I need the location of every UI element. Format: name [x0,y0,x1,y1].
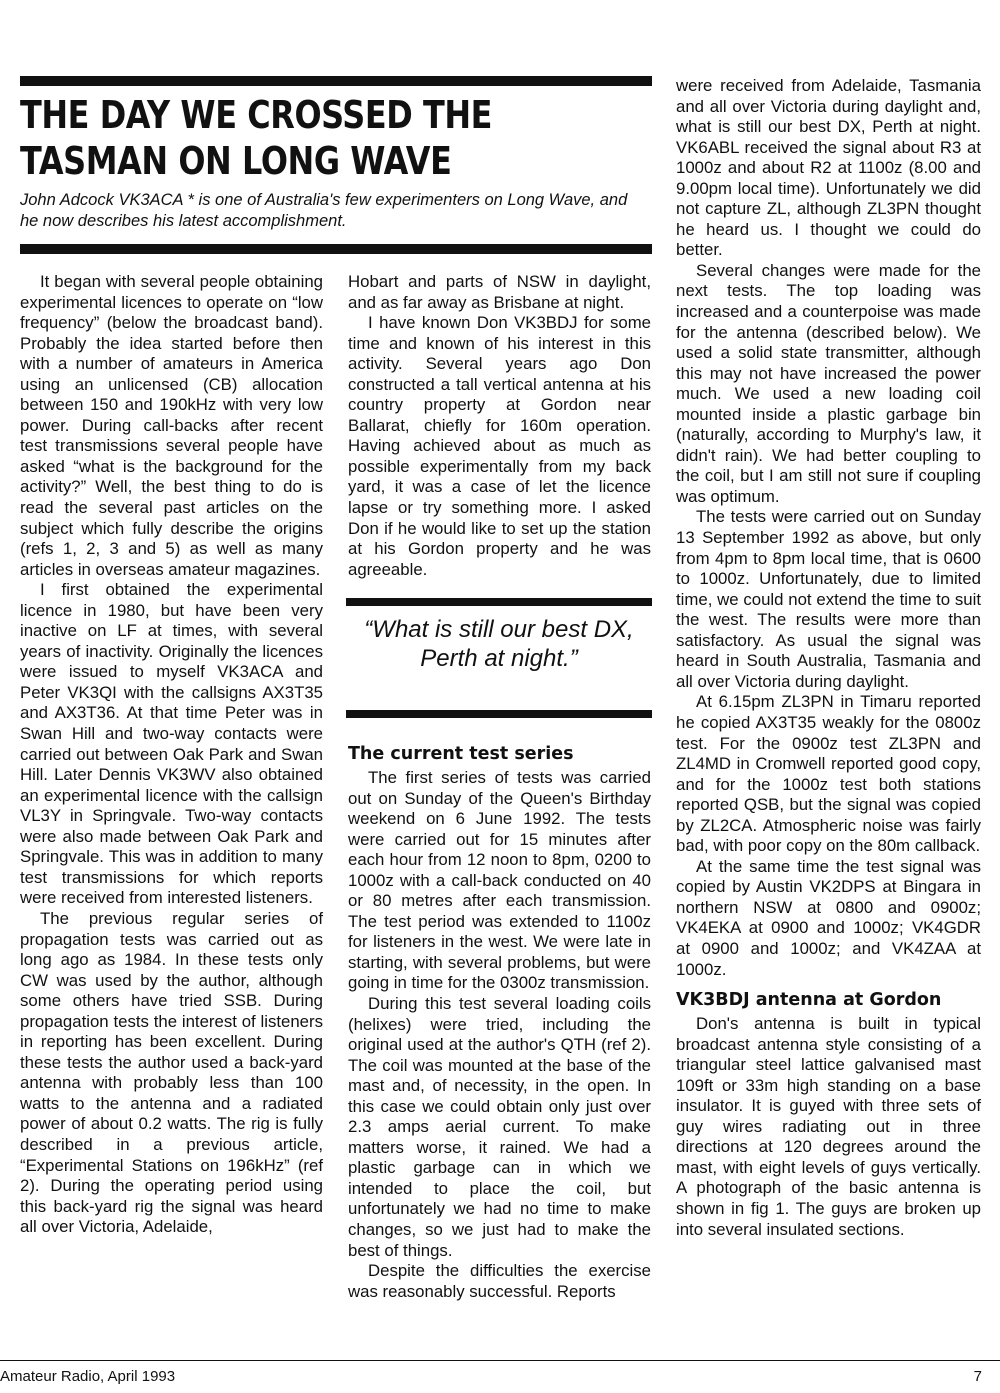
paragraph: The first series of tests was carried out on Sunday of the Queen's Birthday weekend on 6 June 1992. The tests were carried out for 15 minutes after each hour from 12 noon to 8pm, 0200 to 1000z with a call-back conducted on 40 or 80 metres after each transmission. The test period was extended to 1100z for listeners in the west. We were late in starting, with several problems, but were going in time for the 0300z transmission. [348,768,651,993]
paragraph: I first obtained the experimental licence in 1980, but have been very inactive on LF at times, with several years of inactivity. Originally the licences were issued to myself VK3ACA and Peter VK3QI with the callsigns AX3T35 and AX3T36. At that time Peter was in Swan Hill and two-way contacts were carried out between Oak Park and Swan Hill. Later Dennis VK3WV also obtained an experimental licence with the callsign VL3Y in Springvale. Two-way contacts were also made between Oak Park and Springvale. This was in addition to many test transmissions for which reports were received from interested listeners. [20,580,323,908]
footer-rule [0,1360,1000,1361]
paragraph: I have known Don VK3BDJ for some time and known of his interest in this activity. Several years ago Don constructed a tall vertical antenna at his country property at Gordon near Ballarat, chiefly for 160m operation. Having achieved about as much as possible experimentally from my back yard, it was a case of let the licence lapse or try something more. I asked Don if he would like to set up the station at his Gordon property and he was agreeable. [348,313,651,579]
paragraph: Several changes were made for the next tests. The top loading was increased and a counterpoise was made for the antenna (described below). We used a solid state transmitter, although this may not have increased the power much. We used a new loading coil mounted inside a plastic garbage bin (naturally, according to Murphy's law, it didn't rain). We had better coupling to the coil, but I am still not sure if coupling was optimum. [676,260,981,506]
paragraph: were received from Adelaide, Tasmania and all over Victoria during daylight and, what is still our best DX, Perth at night. VK6ABL received the signal about R3 at 1000z and about R2 at 1100z (8.00 and 9.00pm local time). Unfortunately we did not capture ZL, although ZL3PN thought he heard us. I thought we could do better. [676,76,981,260]
paragraph: At the same time the test signal was copied by Austin VK2DPS at Bingara in northern NSW at 0800 and 0900z; VK4EKA at 0900 and 1000z; VK4GDR at 0900 and 1000z; and VK4ZAA at 1000z. [676,856,981,979]
column-2-top [348,272,651,580]
paragraph: Don's antenna is built in typical broadcast antenna style consisting of a triangular steel lattice galvanised mast 109ft or 33m high standing on a base insulator. It is guyed with three sets of guy wires radiating out in three directions at 120 degrees around the mast, with eight levels of guys vertically. A photograph of the basic antenna is shown in fig 1. The guys are broken up into several insulated sections. [676,1014,981,1239]
intro-rule [20,244,652,254]
paragraph: Despite the difficulties the exercise was reasonably successful. Reports [348,1261,651,1301]
column-3 [676,76,981,1240]
column-2-bottom [348,734,651,1302]
footer-page-number: 7 [973,1368,982,1385]
top-rule [20,76,652,86]
paragraph: The previous regular series of propagation tests was carried out as long ago as 1984. In these tests only CW was used by the author, although some others have tried SSB. During propagation tests the interest of listeners in reporting has been excellent. During these tests the author used a back-yard antenna with probably less than 100 watts to the antenna and a radiated power of about 0.2 watts. The rig is fully described in a previous article, “Experimental Stations on 196kHz” (ref 2). During the operating period using this back-yard rig the signal was heard all over Victoria, Adelaide, [20,908,323,1237]
section-heading: VK3BDJ antenna at Gordon [676,990,942,1011]
column-1 [20,272,323,1238]
pullquote-bottom-rule [346,710,652,718]
paragraph: At 6.15pm ZL3PN in Timaru reported he copied AX3T35 weakly for the 0800z test. For the 0900z test ZL3PN and ZL4MD in Cromwell reported good copy, and for the 1000z test both stations reported QSB, but the signal was copied by ZL2CA. Atmospheric noise was fairly bad, with poor copy on the 80m callback. [676,692,981,856]
pullquote-top-rule [346,598,652,606]
paragraph: The tests were carried out on Sunday 13 September 1992 as above, but only from 4pm to 8pm local time, that is 0600 to 1000z. Unfortunately, due to limited time, we could not extend the time to suit the west. The results were more than satisfactory. As usual the signal was heard in South Australia, Tasmania and all over Victoria during daylight. [676,507,981,691]
pull-quote: “What is still our best DX, Perth at night.” [364,616,634,672]
footer-publication: Amateur Radio, April 1993 [0,1368,176,1385]
paragraph: Hobart and parts of NSW in daylight, and as far away as Brisbane at night. [348,272,651,312]
section-heading: The current test series [348,744,574,764]
article-title: THE DAY WE CROSSED THE TASMAN ON LONG WAVE [20,93,493,183]
article-intro: John Adcock VK3ACA * is one of Australia's few experimenters on Long Wave, and he now describes his latest accomplishment. [20,191,628,230]
paragraph: During this test several loading coils (helixes) were tried, including the original used at the author's QTH (ref 2). The coil was mounted at the base of the mast and, of necessity, in the open. In this case we could obtain only just over 2.3 amps aerial current. To make matters worse, it rained. We had a plastic garbage can in which we intended to place the coil, but unfortunately we had no time to make changes, so we just had to make the best of things. [348,994,651,1260]
paragraph: It began with several people obtaining experimental licences to operate on “low frequency” (below the broadcast band). Probably the idea started before then with a number of amateurs in America using an unlicensed (CB) allocation between 150 and 190kHz with very low power. During call-backs after recent test transmissions several people have asked “what is the background for the activity?” Well, the best thing to do is read the several past articles on the subject which fully describe the origins (refs 1, 2, 3 and 5) as well as many articles in overseas amateur magazines. [20,272,323,579]
